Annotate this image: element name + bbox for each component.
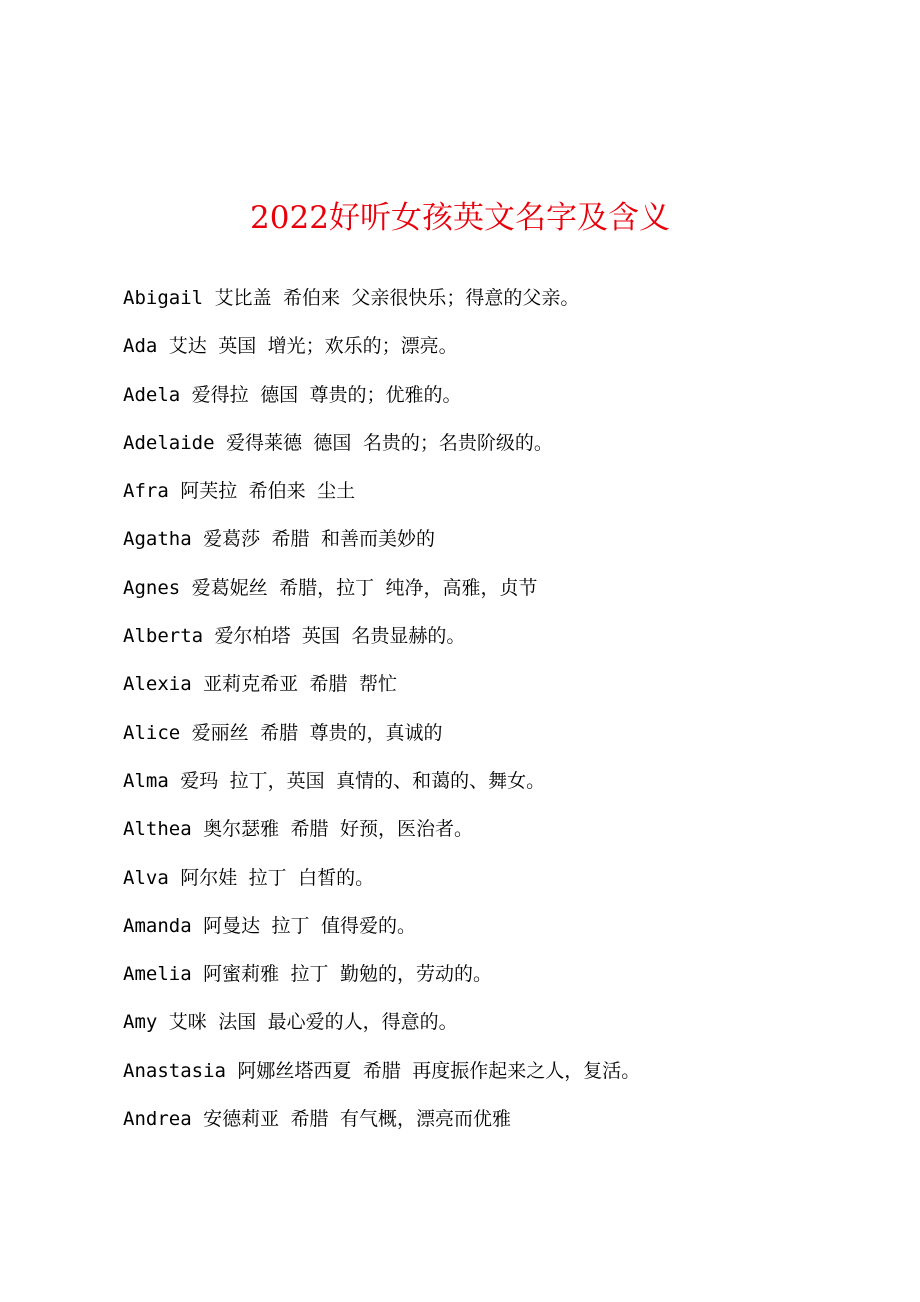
name-entry: Alberta 爱尔柏塔 英国 名贵显赫的。 — [123, 625, 466, 648]
name-entry: Althea 奥尔瑟雅 希腊 好预，医治者。 — [123, 818, 473, 841]
name-entry: Andrea 安德莉亚 希腊 有气概，漂亮而优雅 — [123, 1108, 511, 1131]
name-entry: Alice 爱丽丝 希腊 尊贵的，真诚的 — [123, 721, 443, 744]
name-entry: Amelia 阿蜜莉雅 拉丁 勤勉的，劳动的。 — [123, 963, 492, 986]
name-entry: Adelaide 爱得莱德 德国 名贵的；名贵阶级的。 — [123, 431, 553, 454]
name-entry: Anastasia 阿娜丝塔西夏 希腊 再度振作起来之人，复活。 — [123, 1059, 641, 1082]
name-entry: Alma 爱玛 拉丁，英国 真情的、和蔼的、舞女。 — [123, 769, 546, 792]
name-entry: Afra 阿芙拉 希伯来 尘土 — [123, 480, 356, 503]
document-title: 2022好听女孩英文名字及含义 — [250, 200, 670, 236]
name-entry: Adela 爱得拉 德国 尊贵的；优雅的。 — [123, 383, 462, 406]
name-entry: Agatha 爱葛莎 希腊 和善而美妙的 — [123, 528, 435, 551]
name-entry: Amy 艾咪 法国 最心爱的人，得意的。 — [123, 1011, 458, 1034]
name-entry: Abigail 艾比盖 希伯来 父亲很快乐；得意的父亲。 — [123, 287, 580, 309]
name-entry: Alva 阿尔娃 拉丁 白皙的。 — [123, 866, 375, 889]
name-entry: Amanda 阿曼达 拉丁 值得爱的。 — [123, 914, 416, 937]
name-entry: Alexia 亚莉克希亚 希腊 帮忙 — [123, 673, 397, 696]
name-list — [123, 274, 640, 1143]
name-entry: Agnes 爱葛妮丝 希腊，拉丁 纯净，高雅，贞节 — [123, 576, 538, 599]
name-entry: Ada 艾达 英国 增光；欢乐的；漂亮。 — [123, 335, 458, 358]
